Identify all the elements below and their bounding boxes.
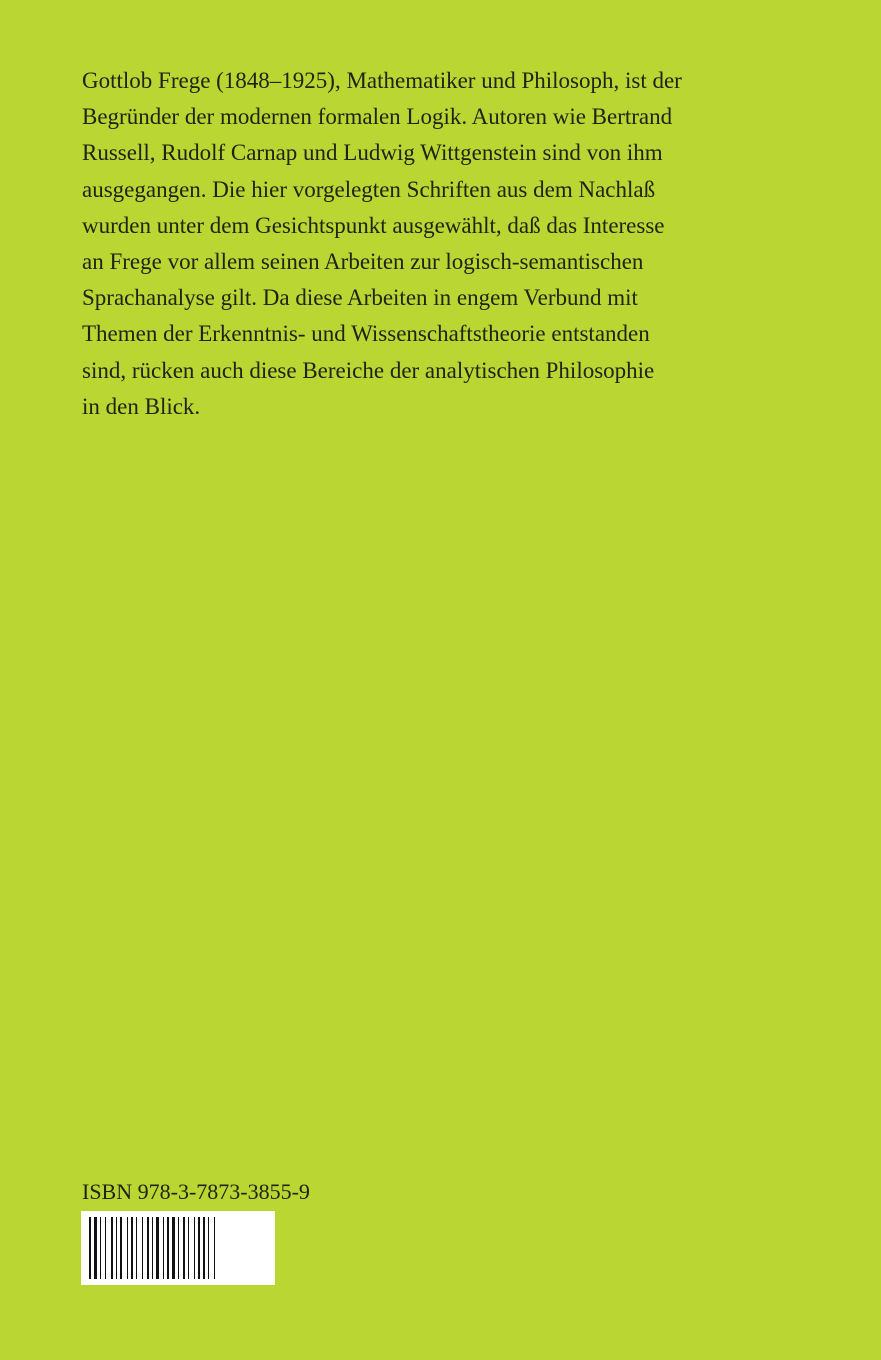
- barcode-bar: [120, 1217, 122, 1279]
- barcode-bar: [116, 1217, 117, 1279]
- barcode-bar: [156, 1217, 159, 1279]
- blurb-line: Themen der Erkenntnis- und Wissenschaftstheorie entstanden: [82, 321, 650, 347]
- barcode-bar: [89, 1217, 91, 1279]
- blurb-line: wurden unter dem Gesichtspunkt ausgewählt, daß das Interesse: [82, 212, 665, 238]
- barcode-bar: [183, 1217, 185, 1279]
- barcode-bar: [147, 1217, 149, 1279]
- blurb-line: in den Blick.: [82, 393, 201, 419]
- barcode-bar: [131, 1217, 133, 1279]
- barcode-bar: [136, 1217, 137, 1279]
- blurb-line: Russell, Rudolf Carnap und Ludwig Wittgenstein sind von ihm: [82, 140, 663, 166]
- blurb-line: Sprachanalyse gilt. Da diese Arbeiten in engem Verbund mit: [82, 285, 638, 311]
- blurb-line: sind, rücken auch diese Bereiche der analytischen Philosophie: [82, 357, 655, 383]
- blurb-line: ausgegangen. Die hier vorgelegten Schriften aus dem Nachlaß: [82, 176, 656, 202]
- barcode-bar: [208, 1217, 209, 1279]
- barcode-bar: [188, 1217, 189, 1279]
- barcode-bar: [214, 1217, 215, 1279]
- isbn-label: ISBN 978-3-7873-3855-9: [82, 1179, 310, 1204]
- barcode-bar: [198, 1217, 200, 1279]
- barcode-bar: [127, 1217, 128, 1279]
- barcode-bar: [142, 1217, 143, 1279]
- barcode-bars: [81, 1211, 275, 1285]
- barcode-bar: [100, 1217, 101, 1279]
- barcode-bar: [194, 1217, 195, 1279]
- barcode-bar: [167, 1217, 169, 1279]
- barcode-bar: [178, 1217, 179, 1279]
- barcode-icon: [81, 1211, 275, 1285]
- barcode-bar: [152, 1217, 153, 1279]
- barcode-bar: [105, 1217, 106, 1279]
- barcode-bar: [163, 1217, 164, 1279]
- barcode-bar: [111, 1217, 113, 1279]
- blurb-line: Begründer der modernen formalen Logik. Autoren wie Bertrand: [82, 104, 673, 130]
- blurb-line: an Frege vor allem seinen Arbeiten zur logisch-semantischen: [82, 249, 644, 275]
- blurb-line: Gottlob Frege (1848–1925), Mathematiker und Philosoph, ist der: [82, 68, 682, 93]
- blurb-paragraph: [82, 63, 782, 425]
- barcode-bar: [203, 1217, 205, 1279]
- barcode-bar: [172, 1217, 175, 1279]
- barcode-bar: [94, 1217, 97, 1279]
